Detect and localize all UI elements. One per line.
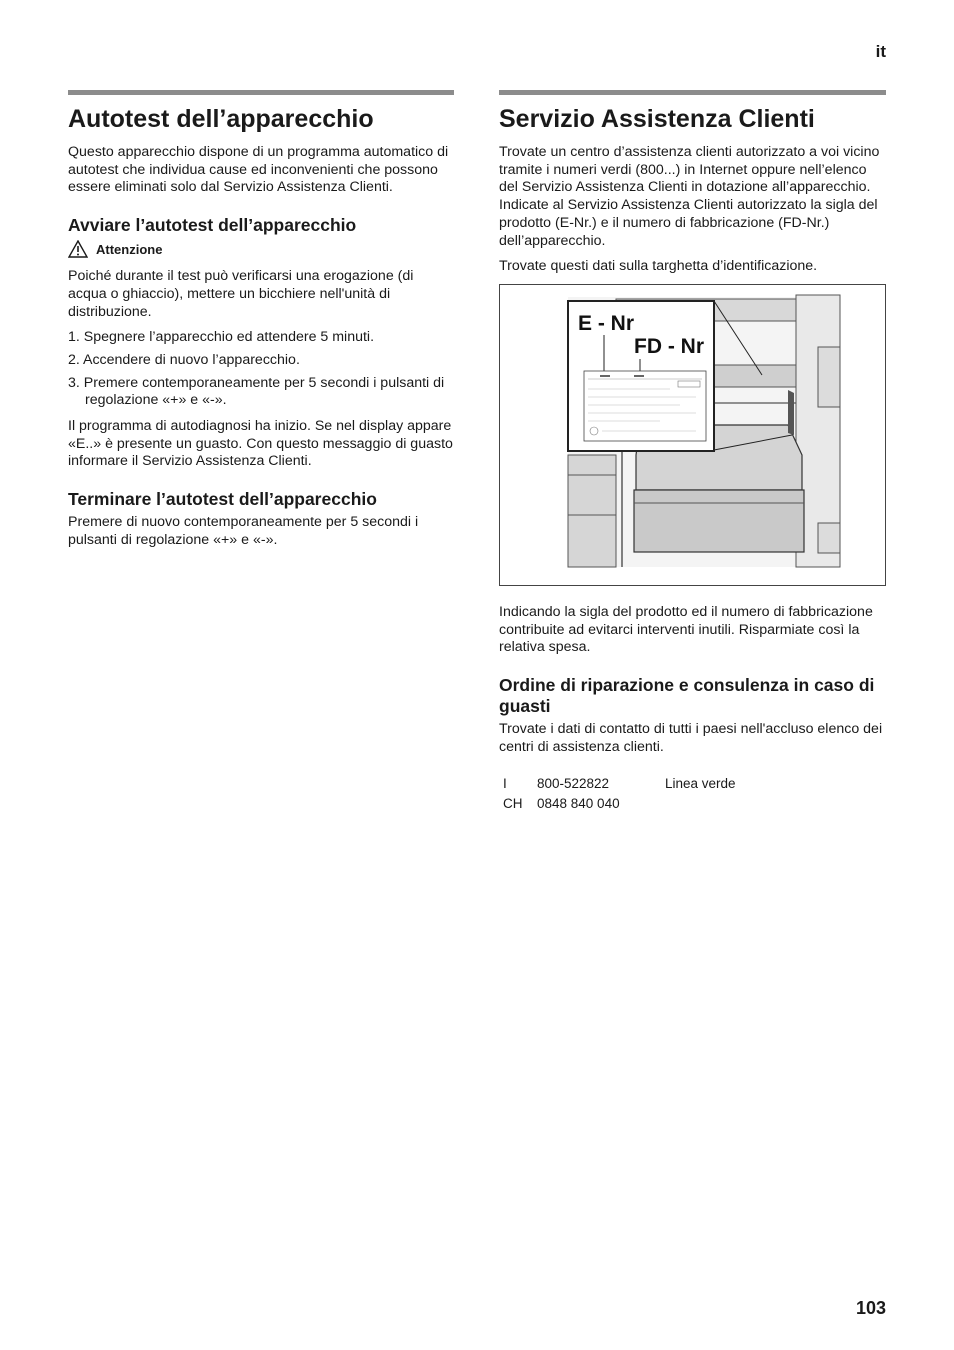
left-column	[68, 90, 454, 558]
repair-heading: Ordine di riparazione e consulenza in caso di guasti	[499, 675, 875, 717]
contact-number: 0848 840 040	[537, 796, 620, 812]
section-title-service: Servizio Assistenza Clienti	[499, 105, 815, 133]
fridge-interior-illustration	[500, 285, 886, 585]
step-item: 3. Premere contemporaneamente per 5 secondi i pulsanti di regolazione «+» e «-».	[68, 374, 445, 409]
table-row	[499, 774, 886, 794]
start-autotest-heading: Avviare l’autotest dell’apparecchio	[68, 215, 357, 236]
section-rule	[68, 90, 454, 95]
language-code: it	[875, 42, 886, 61]
section-title-autotest: Autotest dell’apparecchio	[68, 105, 374, 133]
enr-label: E - Nr	[578, 311, 635, 335]
end-autotest-text: Premere di nuovo contemporaneamente per 5 secondi i pulsanti di regolazione «+» e «-».	[68, 514, 419, 548]
service-paragraph-1: Trovate un centro d’assistenza clienti autorizzato a voi vicino tramite i numeri verdi (800...) in Internet oppure nell’elenco del Servizio Assistenza Clienti in dotazione all’apparecchio. Indicate al Servizio Assistenza Clienti autorizzato la sigla del prodotto (E-Nr.) e il numero di fabbricazione (FD-Nr.) dell’apparecchio.	[499, 144, 880, 249]
service-paragraph-3: Indicando la sigla del prodotto ed il numero di fabbricazione contribuite ad evitarci interventi inutili. Risparmiate così la relativa spesa.	[499, 603, 873, 656]
end-autotest-heading: Terminare l’autotest dell’apparecchio	[68, 489, 377, 510]
warning-notice	[68, 240, 454, 258]
table-row	[499, 794, 886, 814]
step-item: 2. Accendere di nuovo l’apparecchio.	[68, 351, 300, 368]
step-item: 1. Spegnere l’apparecchio ed attendere 5 minuti.	[68, 329, 375, 346]
autodiagnosis-text: Il programma di autodiagnosi ha inizio. Se nel display appare «E..» è presente un guasto. Con questo messaggio di guasto informare il Servizio Assistenza Clienti.	[68, 418, 453, 470]
page-number: 103	[855, 1298, 886, 1318]
rating-plate-figure	[499, 284, 886, 586]
fdnr-label: FD - Nr	[634, 334, 704, 358]
autotest-intro: Questo apparecchio dispone di un programma automatico di autotest che individua cause ed inconvenienti che possono essere eliminati solo dal Servizio Assistenza Clienti.	[68, 144, 449, 196]
section-rule	[499, 90, 886, 95]
repair-text: Trovate i dati di contatto di tutti i paesi nell'accluso elenco dei centri di assistenza clienti.	[499, 721, 883, 755]
service-paragraph-2: Trovate questi dati sulla targhetta d’identificazione.	[499, 258, 818, 275]
steps-list	[68, 329, 454, 410]
contact-note: Linea verde	[665, 776, 736, 792]
contact-country: CH	[503, 796, 523, 812]
warning-label: Attenzione	[96, 241, 163, 257]
warning-text: Poiché durante il test può verificarsi una erogazione (di acqua o ghiaccio), mettere un bicchiere nell'unità di distribuzione.	[68, 268, 414, 320]
warning-triangle-icon	[68, 240, 88, 258]
contacts-table	[499, 774, 886, 814]
contact-country: I	[503, 776, 507, 792]
right-column	[499, 90, 886, 814]
contact-number: 800-522822	[537, 776, 610, 792]
